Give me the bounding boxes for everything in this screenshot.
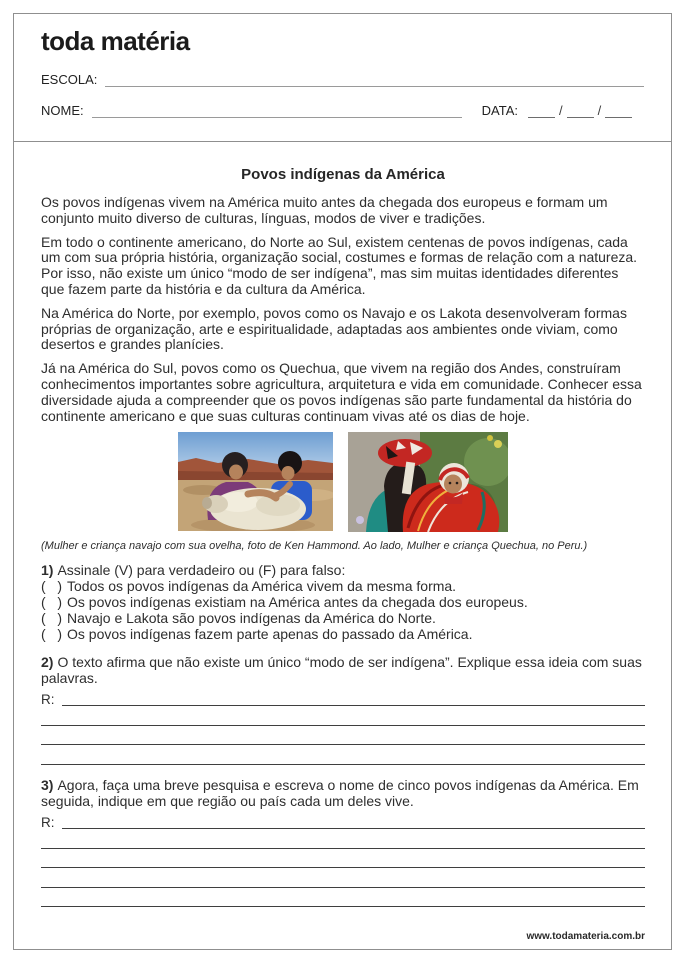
answer-rule: [41, 725, 645, 726]
answer-parentheses[interactable]: ( ): [41, 626, 62, 643]
date-group: [482, 103, 633, 118]
question-3: [41, 778, 645, 907]
question-3-answer-lines[interactable]: [41, 810, 645, 908]
answer-line[interactable]: [41, 706, 645, 726]
date-day-blank: [528, 106, 555, 118]
answer-rule: [41, 848, 645, 849]
photo-caption: (Mulher e criança navajo com sua ovelha, foto de Ken Hammond. Ao lado, Mulher e criança Quechua, no Peru.): [41, 540, 588, 553]
quechua-photo: [348, 432, 508, 532]
question-2-number: 2): [41, 654, 54, 671]
answer-label: R:: [41, 691, 55, 707]
answer-rule: [62, 828, 646, 829]
answer-line[interactable]: [41, 745, 645, 765]
question-2-answer-lines[interactable]: [41, 687, 645, 765]
answer-line[interactable]: [41, 829, 645, 849]
paragraph-1: Os povos indígenas vivem na América muito antes da chegada dos europeus e formam um conjunto muito diverso de culturas, línguas, modos de viver e tradições.: [41, 194, 608, 226]
paragraph-2: Em todo o continente americano, do Norte ao Sul, existem centenas de povos indígenas, cada um com sua própria história, organização social, costumes e formas de relação com a natureza. Por isso, não existe um único “modo de ser indígena”, mas sim muitas identidades diferentes que fazem parte da história e da cultura da América.: [41, 233, 638, 297]
answer-line[interactable]: [41, 726, 645, 746]
question-1-option: [41, 610, 645, 626]
answer-rule: [62, 705, 646, 706]
answer-rule: [41, 744, 645, 745]
school-label: ESCOLA:: [41, 71, 98, 87]
question-1-option: [41, 578, 645, 594]
page-header: [14, 14, 671, 142]
question-2: [41, 655, 645, 765]
answer-line[interactable]: [41, 810, 645, 830]
option-text: Todos os povos indígenas da América vivem da mesma forma.: [67, 578, 457, 595]
name-blank-line: [92, 105, 462, 118]
question-1-text: Assinale (V) para verdadeiro ou (F) para falso:: [57, 562, 346, 579]
date-year-blank: [605, 106, 632, 118]
worksheet-body: [14, 142, 671, 907]
question-2-text: O texto afirma que não existe um único “modo de ser indígena”. Explique essa ideia com suas palavras.: [41, 654, 642, 687]
school-field-row: [41, 72, 644, 87]
paragraph-4: Já na América do Sul, povos como os Quechua, que vivem na região dos Andes, construíram conhecimentos importantes sobre agricultura, arquitetura e vida em comunidade. Conhecer essa diversidade ajuda a compreender que os povos indígenas são parte fundamental da história do continente americano e que suas culturas continuam vivas até os dias de hoje.: [41, 360, 642, 424]
brand-logo: toda matéria: [41, 26, 190, 56]
option-text: Os povos indígenas existiam na América antes da chegada dos europeus.: [67, 594, 528, 611]
question-1-number: 1): [41, 562, 54, 579]
question-3-number: 3): [41, 776, 54, 793]
question-1-head: [41, 562, 645, 578]
question-1-option: [41, 626, 645, 642]
answer-rule: [41, 906, 645, 907]
question-3-head: [41, 778, 645, 810]
navajo-photo: [178, 432, 333, 531]
answer-line[interactable]: [41, 687, 645, 707]
date-separator: /: [558, 102, 563, 118]
name-date-row: [41, 103, 644, 118]
answer-line[interactable]: [41, 888, 645, 908]
question-1-option: [41, 594, 645, 610]
answer-rule: [41, 887, 645, 888]
answer-line[interactable]: [41, 849, 645, 869]
answer-rule: [41, 764, 645, 765]
date-separator: /: [597, 102, 602, 118]
name-label: NOME:: [41, 102, 84, 118]
answer-parentheses[interactable]: ( ): [41, 578, 62, 595]
question-2-head: [41, 655, 645, 687]
page-frame: [13, 13, 672, 950]
question-3-text: Agora, faça uma breve pesquisa e escreva o nome de cinco povos indígenas da América. Em seguida, indique em que região ou país cada um deles vive.: [41, 776, 639, 809]
date-label: DATA:: [481, 102, 518, 118]
answer-label: R:: [41, 814, 55, 830]
option-text: Os povos indígenas fazem parte apenas do passado da América.: [67, 626, 473, 643]
option-text: Navajo e Lakota são povos indígenas da América do Norte.: [67, 610, 436, 627]
question-1: [41, 562, 645, 642]
footer-url: www.todamateria.com.br: [526, 931, 645, 942]
answer-line[interactable]: [41, 868, 645, 888]
school-blank-line: [105, 74, 644, 87]
answer-parentheses[interactable]: ( ): [41, 594, 62, 611]
date-month-blank: [567, 106, 594, 118]
worksheet-title: Povos indígenas da América: [241, 166, 445, 183]
photo-row: [41, 432, 645, 532]
answer-parentheses[interactable]: ( ): [41, 610, 62, 627]
answer-rule: [41, 867, 645, 868]
paragraph-3: Na América do Norte, por exemplo, povos como os Navajo e os Lakota desenvolveram formas próprias de organização, arte e espiritualidade, adaptadas aos ambientes onde viviam, como desertos e grandes planícies.: [41, 304, 627, 353]
